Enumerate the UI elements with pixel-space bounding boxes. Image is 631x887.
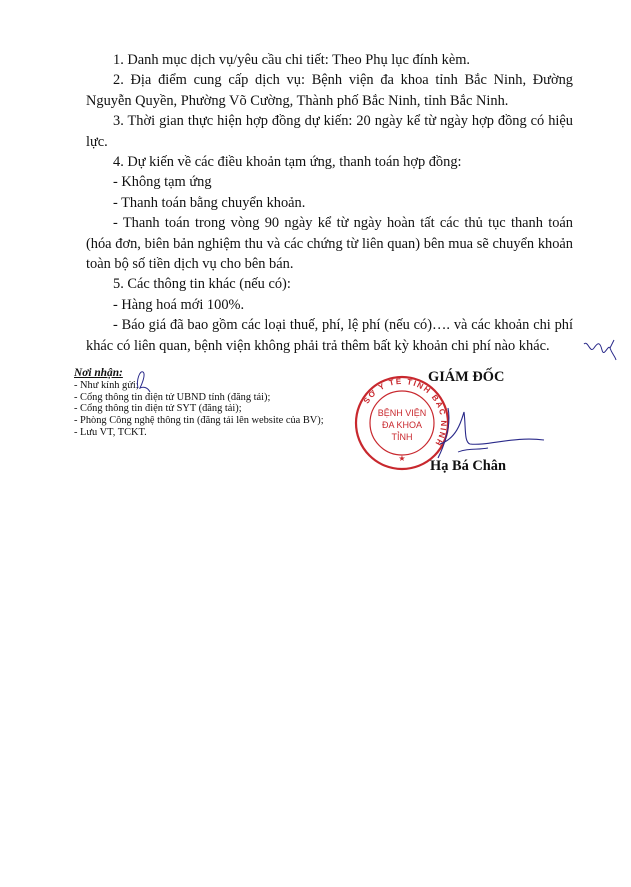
document-body	[86, 50, 573, 356]
paragraph-item-8: 5. Các thông tin khác (nếu có):	[113, 276, 291, 293]
recipient-item: - Phòng Công nghệ thông tin (đăng tải lên website của BV);	[74, 415, 324, 427]
recipient-item: - Như kính gửi;	[74, 379, 139, 391]
handwritten-initials	[582, 336, 618, 362]
recipient-item: - Cổng thông tin điện tử SYT (đăng tải);	[74, 403, 242, 415]
stamp-line-3: TỈNH	[391, 432, 413, 442]
signer-name: Hạ Bá Chân	[430, 458, 506, 474]
paragraph-item-9: - Hàng hoá mới 100%.	[113, 296, 245, 313]
recipients-block	[74, 368, 324, 439]
paragraph-item-2: 2. Địa điểm cung cấp dịch vụ: Bệnh viện đa khoa tỉnh Bắc Ninh, Đường Nguyễn Quyền, Phường Võ Cường, Thành phố Bắc Ninh, tỉnh Bắc Ninh.	[86, 72, 573, 109]
paragraph-item-6: - Thanh toán bằng chuyển khoản.	[113, 194, 306, 211]
svg-text:★: ★	[398, 454, 406, 463]
paragraph-item-10: - Báo giá đã bao gồm các loại thuế, phí, lệ phí (nếu có)…. và các khoản chi phí khác có liên quan, bệnh viện không phải trả thêm bất kỳ khoản chi phí nào khác.	[86, 317, 573, 354]
paragraph-item-1: 1. Danh mục dịch vụ/yêu cầu chi tiết: Theo Phụ lục đính kèm.	[113, 52, 471, 68]
signer-position-title: GIÁM ĐỐC	[428, 369, 505, 385]
stamp-line-2: ĐA KHOA	[381, 420, 423, 430]
stamp-ring-text: SỞ Y TẾ TỈNH BẮC NINH	[361, 376, 449, 449]
handwritten-signature	[418, 388, 548, 468]
recipients-title: Nơi nhận:	[74, 367, 123, 379]
paragraph-item-7: - Thanh toán trong vòng 90 ngày kể từ ngày hoàn tất các thủ tục thanh toán (hóa đơn, biên bản nghiệm thu và các chứng từ liên quan) bên mua sẽ chuyển khoản toàn bộ số tiền dịch vụ cho bên bán.	[86, 215, 573, 273]
recipient-item: - Lưu VT, TCKT.	[74, 426, 147, 438]
recipient-item: - Cổng thông tin điện tử UBND tỉnh (đăng tải);	[74, 391, 271, 403]
stamp-line-1: BỆNH VIỆN	[377, 408, 427, 418]
handwritten-mark	[134, 366, 154, 394]
paragraph-item-5: - Không tạm ứng	[113, 174, 212, 191]
paragraph-item-3: 3. Thời gian thực hiện hợp đồng dự kiến: 20 ngày kể từ ngày hợp đồng có hiệu lực.	[86, 113, 573, 150]
paragraph-item-4: 4. Dự kiến về các điều khoản tạm ứng, thanh toán hợp đồng:	[113, 154, 462, 171]
